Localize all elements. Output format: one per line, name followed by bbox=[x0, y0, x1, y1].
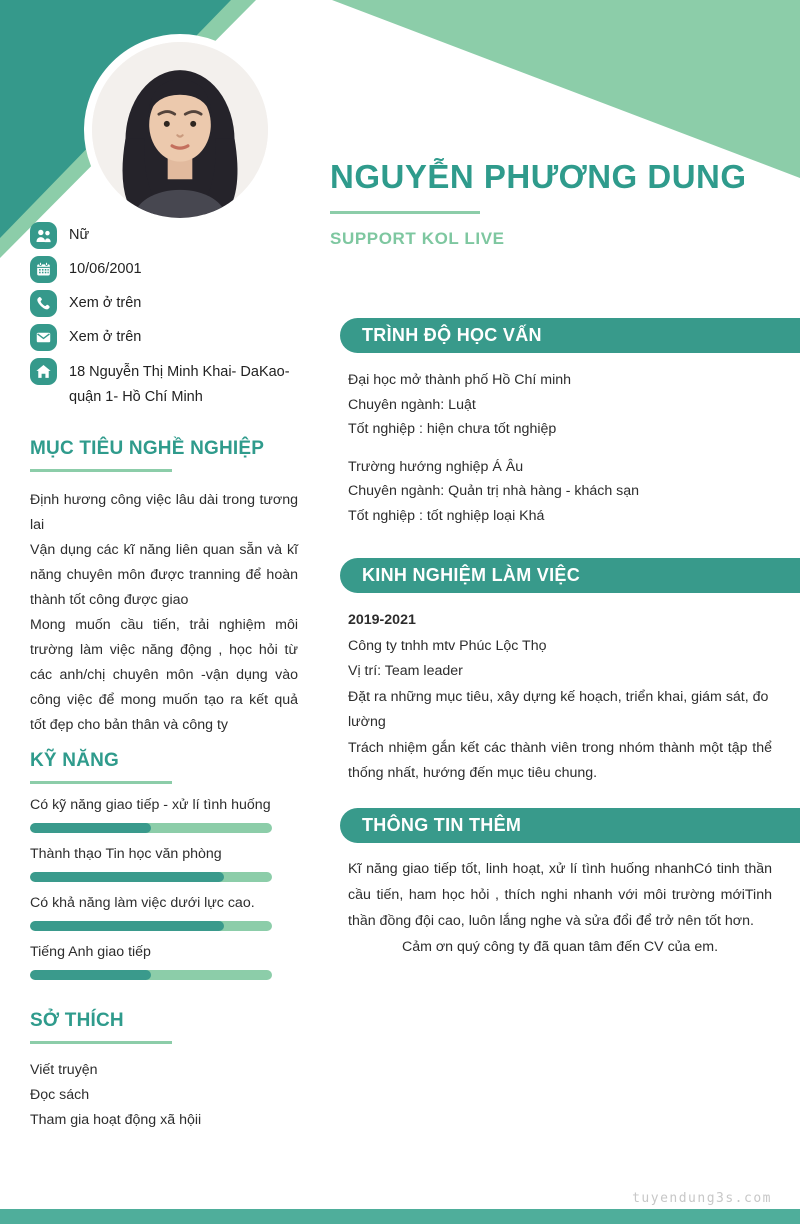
education-content bbox=[348, 368, 772, 541]
education-line: Chuyên ngành: Quản trị nhà hàng - khách sạn bbox=[348, 483, 640, 499]
site-credit: tuyendung3s.com bbox=[632, 1191, 772, 1206]
skill-bar bbox=[30, 872, 272, 882]
additional-paragraph: Kĩ năng giao tiếp tốt, linh hoạt, xử lí tình huống nhanhCó tinh thần cầu tiến, ham học hỏi , thích nghi nhanh với môi trường mớiTinh thần đồng đội cao, luôn lắng nghe và sửa đổi để trở nên tốt hơn. bbox=[348, 861, 772, 929]
section-header-additional bbox=[340, 808, 800, 843]
section-header-experience bbox=[340, 558, 800, 593]
skill-bar-fill bbox=[30, 823, 151, 833]
top-right-triangle bbox=[332, 0, 800, 178]
phone-icon bbox=[30, 290, 57, 317]
portrait-illustration bbox=[92, 42, 268, 218]
skill-bar bbox=[30, 970, 272, 980]
objective-heading: MỤC TIÊU NGHỀ NGHIỆP bbox=[30, 438, 265, 459]
education-line: Trường hướng nghiệp Á Âu bbox=[348, 458, 524, 475]
heading-underline bbox=[30, 469, 172, 472]
home-icon bbox=[30, 358, 57, 385]
skill-bar bbox=[30, 823, 272, 833]
calendar-icon bbox=[30, 256, 57, 283]
experience-position: Vị trí: Team leader bbox=[348, 663, 463, 679]
skill-bar bbox=[30, 921, 272, 931]
experience-duty: Trách nhiệm gắn kết các thành viên trong nhóm thành một tập thể thống nhất, hướng đến mục tiêu chung. bbox=[348, 739, 772, 781]
additional-heading: THÔNG TIN THÊM bbox=[362, 815, 522, 835]
skill-bar-fill bbox=[30, 970, 151, 980]
contact-birthday: 10/06/2001 bbox=[69, 261, 142, 277]
skill-label: Có kỹ năng giao tiếp - xử lí tình huống bbox=[30, 796, 271, 813]
contact-row-gender bbox=[30, 222, 310, 249]
contact-row-birthday bbox=[30, 256, 310, 283]
contact-phone: Xem ở trên bbox=[69, 295, 142, 311]
contact-email: Xem ở trên bbox=[69, 329, 142, 345]
objective-line: Mong muốn cầu tiến, trải nghiệm môi trường làm việc năng động , học hỏi từ các anh/chị chuyên môn -vận dụng vào công việc để mong muốn tạo ra kết quả tốt đẹp cho bản thân và công ty bbox=[30, 616, 298, 733]
experience-company: Công ty tnhh mtv Phúc Lộc Thọ bbox=[348, 637, 547, 654]
education-line: Đại học mở thành phố Hồ Chí minh bbox=[348, 372, 572, 388]
skill-item bbox=[30, 895, 298, 931]
section-header-education bbox=[340, 318, 800, 353]
skill-item bbox=[30, 846, 298, 882]
contact-list bbox=[30, 222, 310, 410]
objective-line: Vận dụng các kĩ năng liên quan sẵn và kĩ năng chuyên môn được tranning để hoàn thành tốt công được giao bbox=[30, 541, 298, 608]
skill-label: Tiếng Anh giao tiếp bbox=[30, 943, 151, 960]
objective-line: Định hương công việc lâu dài trong tương lai bbox=[30, 491, 298, 533]
contact-row-email bbox=[30, 324, 310, 351]
experience-period: 2019-2021 bbox=[348, 612, 416, 628]
contact-row-phone bbox=[30, 290, 310, 317]
section-objective bbox=[30, 438, 298, 738]
mail-icon bbox=[30, 324, 57, 351]
name-underline bbox=[330, 211, 480, 214]
education-heading: TRÌNH ĐỘ HỌC VẤN bbox=[362, 325, 542, 345]
skill-label: Thành thạo Tin học văn phòng bbox=[30, 845, 222, 862]
hobby-item: Đọc sách bbox=[30, 1086, 90, 1103]
hobby-item: Viết truyện bbox=[30, 1061, 98, 1078]
education-line: Tốt nghiệp : tốt nghiệp loại Khá bbox=[348, 507, 545, 524]
education-line: Chuyên ngành: Luật bbox=[348, 396, 476, 413]
experience-duty: Đặt ra những mục tiêu, xây dựng kế hoạch, triển khai, giám sát, đo lường bbox=[348, 688, 769, 730]
additional-content bbox=[348, 856, 772, 960]
hobbies-heading: SỞ THÍCH bbox=[30, 1010, 124, 1031]
contact-row-address bbox=[30, 358, 310, 410]
hobby-item: Tham gia hoạt động xã hộii bbox=[30, 1111, 202, 1128]
candidate-name: NGUYỄN PHƯƠNG DUNG bbox=[330, 158, 747, 195]
profile-photo bbox=[84, 34, 276, 226]
footer-bar bbox=[0, 1209, 800, 1224]
section-hobbies bbox=[30, 1010, 298, 1133]
skill-bar-fill bbox=[30, 872, 224, 882]
skills-heading: KỸ NĂNG bbox=[30, 750, 120, 771]
education-line: Tốt nghiệp : hiện chưa tốt nghiệp bbox=[348, 421, 557, 437]
skill-label: Có khả năng làm việc dưới lực cao. bbox=[30, 894, 255, 911]
contact-address: 18 Nguyễn Thị Minh Khai- DaKao- quận 1- Hồ Chí Minh bbox=[69, 364, 290, 405]
skill-bar-fill bbox=[30, 921, 224, 931]
gender-icon bbox=[30, 222, 57, 249]
heading-underline bbox=[30, 1041, 172, 1044]
thanks-line: Cảm ơn quý công ty đã quan tâm đến CV của em. bbox=[401, 939, 719, 955]
experience-heading: KINH NGHIỆM LÀM VIỆC bbox=[362, 565, 581, 585]
section-skills bbox=[30, 750, 298, 980]
experience-content bbox=[348, 608, 772, 787]
skill-item bbox=[30, 797, 298, 833]
contact-gender: Nữ bbox=[69, 227, 90, 243]
skill-item bbox=[30, 944, 298, 980]
job-title: SUPPORT KOL LIVE bbox=[330, 229, 505, 248]
heading-underline bbox=[30, 781, 172, 784]
